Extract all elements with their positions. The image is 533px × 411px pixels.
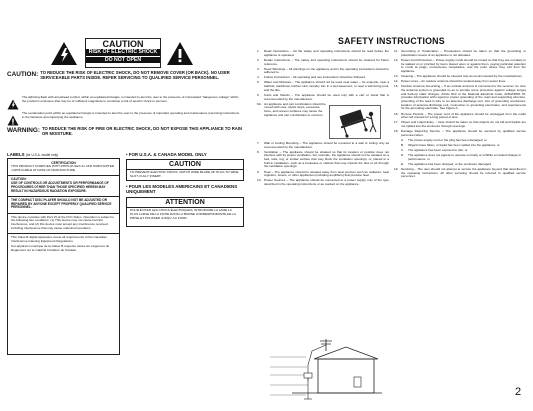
item-number: 9. [257,169,260,174]
warning-statement-lead: WARNING: [7,127,41,134]
item-text: Outdoor Antenna Grounding – If an outside antenna is connected to the receiver, be sure the antenna system is grounded so as to provide some protection against voltage surges and built-up static charges. Article 810 of the National Electrical Code, ANSI/NFPA 70, provides information with regard to proper grounding of the mast and supporting structure, grounding of the lead-in wire to an antenna discharge unit, size of grounding conductors, location of antenna-discharge unit, connection to grounding electrodes, and requirements for the grounding electrode. See Figure A. [401,84,526,111]
caution-label-line1: RISK OF ELECTRIC SHOCK [86,49,160,56]
warning-statement [7,127,243,136]
caution-statement-text: TO REDUCE THE RISK OF ELECTRIC SHOCK, DO NOT REMOVE COVER (OR BACK). NO USER SERVICEABLE PARTS INSIDE. REFER SERVICING TO QUALIFIED SERVICE PERSONNEL. [40,70,230,80]
canada-en-text: This Class B digital apparatus meets all requirements of the Canadian Interference-Causing Equipment Regulations. [11,235,107,243]
item-text: The power-supply cord or the plug has been damaged; or [408,137,487,142]
safety-item [394,113,526,120]
safety-col2 [394,50,526,181]
disc-service-text: THE COMPACT DISC PLAYER SHOULD NOT BE ADJUSTED OR REPAIRED BY ANYONE EXCEPT PROPERLY QUALIFIED SERVICE PERSONNEL. [11,197,112,210]
item-text: Objects have fallen, or liquid has been spilled into the appliance; or [408,142,500,147]
cert-text: THIS PRODUCT COMPLIES WITH DHHS RULES 21 CFR SUBCHAPTER J APPLICABLE AT DATE OF MANUFACTURE. [11,164,115,172]
item-text: Heat – The appliance should be situated away from heat sources such as radiators, heat registers, stoves, or other appliances (including amplifiers) that produce heat. [264,169,389,178]
item-number: 10. [257,178,262,183]
item-number: 16. [394,111,399,116]
exclamation-small-icon [7,113,19,124]
item-letter: B. [401,142,404,147]
caution-statement-lead: CAUTION: [7,71,39,78]
item-text: The appliance does not appear to operate normally or exhibits a marked change in performance; or [408,153,521,161]
item-text: Retain Instructions – The safety and operating instructions should be retained for future reference. [264,57,389,66]
item-number: 1. [257,49,260,53]
safety-heading: SAFETY INSTRUCTIONS [338,36,445,46]
item-text: Heed Warnings – All warnings on the appliance and in the operating instructions should be adhered to. [264,66,389,75]
safety-item [257,142,389,149]
cart-tipover-icon [329,105,381,141]
item-text: Power Sources – The appliance should be connected to a power supply only of the type described in the operating instructions or as marked on the appliance. [264,178,389,187]
fcc-text: This device complies with Part 15 of the FCC Rules. Operation is subject to the following two conditions: (1) This device may not cause harmful interference, and (2) this device must accept any interference received, including interference that may cause undesired operation. [11,214,114,230]
labels-heading-note: (for U.S.A. model only) [25,153,59,157]
item-text: Wall or Ceiling Mounting – The appliance should be mounted to a wall or ceiling only as recommended by the manufacturer. [264,140,389,149]
usa-canada-heading: • FOR U.S.A. & CANADA MODEL ONLY [126,152,207,157]
safety-item [257,68,389,75]
attention-title: ATTENTION [165,199,205,206]
item-number: 17. [394,120,399,125]
item-number: 7. [257,140,260,145]
labels-box [7,158,120,355]
item-number: 2. [257,57,260,62]
item-text: Nonuse Periods – The power cord of the appliance should be unplugged from the outlet when left unused for a long period of time. [401,111,526,120]
item-letter: A. [401,137,404,142]
attention-text: POUR ÉVITER LES CHOCS ÉLECTRIQUES, INTRODUIRE LA LAME LA PLUS LARGE DE LA FICHE DANS LA BORNE CORRESPONDANTE DE LA PRISE ET POUSSER JUSQU' AU FOND. [130,208,236,220]
item-text: Follow Instructions – All operating and use instructions should be followed. [264,75,366,80]
item-text: Read Instructions – All the safety and operating instructions should be read before the appliance is operated. [264,49,389,57]
caution-label-title: CAUTION [102,39,144,49]
fr-models-heading: • POUR LES MODELES AMERICAINS ET CANADIENS UNIQUEMENT [126,184,238,195]
usa-canada-caution-box [126,159,244,181]
item-text: Cleaning – The appliance should be cleaned only as recommended by the manufacturer. [401,74,523,78]
lightning-explanation: The lightning flash with arrowhead symbol, within an equilateral triangle, is intended to alert the user to the presence of uninsulated "dangerous voltage" within the product's enclosure that may be of sufficient magnitude to constitute a risk of electric shock to persons. [22,95,239,103]
item-number: 5. [257,80,260,85]
item-text: Damage Requiring Service – The appliance should be serviced by qualified service personnel when: [401,129,526,137]
exclamation-explanation: The exclamation point within an equilateral triangle is intended to alert the user to the presence of important operating and maintenance (servicing) instructions in the literature accompanying the appliance. [22,111,240,119]
safety-item [394,59,526,74]
safety-item [257,50,389,57]
warning-statement-text: TO REDUCE THE RISK OF FIRE OR ELECTRIC SHOCK, DO NOT EXPOSE THIS APPLIANCE TO RAIN OR MOISTURE. [42,126,243,136]
canada-fr-text: Cet appareil numérique de la classe B respecte toutes les exigences du Règlement sur le matériel brouilleur du Canada. [11,244,110,252]
safety-item-6a [257,103,389,141]
item-text: Ventilation – The appliance should be situated so that its location or position does not interfere with its proper ventilation. For example, the appliance should not be situated on a bed, sofa, rug, or similar surface that may block the ventilation openings; or, placed in a built-in installation, such as a bookcase or cabinet that may impede the flow of air through the ventilation openings. [264,149,389,169]
item-number: 13. [394,74,399,78]
caution-statement [7,71,243,80]
item-text: Power Lines – An outdoor antenna should be located away from power lines. [401,79,507,84]
item-text: Object and Liquid Entry – Care should be taken so that objects do not fall and liquids are not spilled into the enclosure through openings. [401,120,526,128]
item-text: The appliance has been exposed to rain; or [408,148,468,153]
item-number: 8. [257,149,260,154]
item-number: 15. [394,84,399,89]
attention-box [126,197,244,227]
safety-item [257,81,389,92]
item-number: 12. [394,57,399,62]
exclamation-warning-icon [166,41,194,66]
item-text: Water and Moisture – The appliance should not be used near water – for example, near a bathtub, washbowl, kitchen sink, laundry tub, in a wet basement, or near a swimming pool, and the like. [264,80,389,92]
usa-canada-caution-title: CAUTION [169,161,201,168]
item-number: 6. [257,92,260,97]
safety-item [394,85,526,111]
caution-label-line2: DO NOT OPEN [86,56,160,64]
item-text: Servicing – The user should not attempt to service the appliance beyond that described in the operating instructions. All other servicing should be referred to qualified service personnel. [401,167,526,179]
item-letter: D. [401,153,405,158]
item-text: Grounding or Polarization – Precautions should be taken so that the grounding or polarization means of an appliance is not defeated. [401,49,526,57]
item-letter: E. [401,161,404,166]
safety-item [257,171,389,178]
safety-item [257,179,389,186]
lightning-small-icon [7,97,19,108]
item-number: 14. [394,79,399,84]
safety-item [394,50,526,57]
safety-item [257,151,389,170]
safety-item [257,59,389,66]
radiation-title: CAUTION: [11,177,27,182]
item-number: 4. [257,75,260,80]
safety-item [394,130,526,137]
cert-title: CERTIFICATION [51,160,76,165]
safety-item [257,94,389,101]
item-text: An appliance and cart combination should be moved with care. Quick stops, excessive force, and uneven surfaces may cause the appliance and cart combination to overturn. [264,101,326,117]
item-number: 19. [394,167,399,172]
antenna-grounding-figure [262,337,386,403]
lightning-warning-icon [50,41,78,66]
item-number: 18. [394,129,399,134]
item-number: 3. [257,66,260,71]
safety-subitem [394,154,526,161]
radiation-text: USE OF CONTROLS OR ADJUSTMENTS OR PERFORMANCE OF PROCEDURES OTHER THAN THOSE SPECIFIED HEREIN MAY RESULT IN HAZARDOUS RADIATION EXPOSURE. [11,181,109,193]
caution-label-box [85,38,161,68]
labels-heading-title: LABELS [7,152,25,157]
item-text: Power-Cord Protection – Power-supply cords should be routed so that they are not likely to be walked on or pinched by items placed upon or against them, paying particular attention to cords at plugs, convenience receptacles, and the point where they exit from the appliance. [401,57,526,73]
item-letter: C. [401,148,405,153]
safety-col1 [257,50,389,188]
item-number: 11. [394,49,399,53]
safety-item [394,121,526,128]
usa-canada-caution-text: TO PREVENT ELECTRIC SHOCK, MATCH WIDE BLADE OF PLUG TO WIDE SLOT, FULLY INSERT. [130,170,239,178]
item-text: Carts and Stands – The appliance should be used only with a cart or stand that is recommended by the manufacturer. [264,92,389,101]
item-text: The appliance has been dropped, or the enclosure damaged. [408,161,492,166]
safety-item [394,168,526,179]
item-number: 6A. [257,101,262,106]
page-number: 2 [515,386,522,398]
